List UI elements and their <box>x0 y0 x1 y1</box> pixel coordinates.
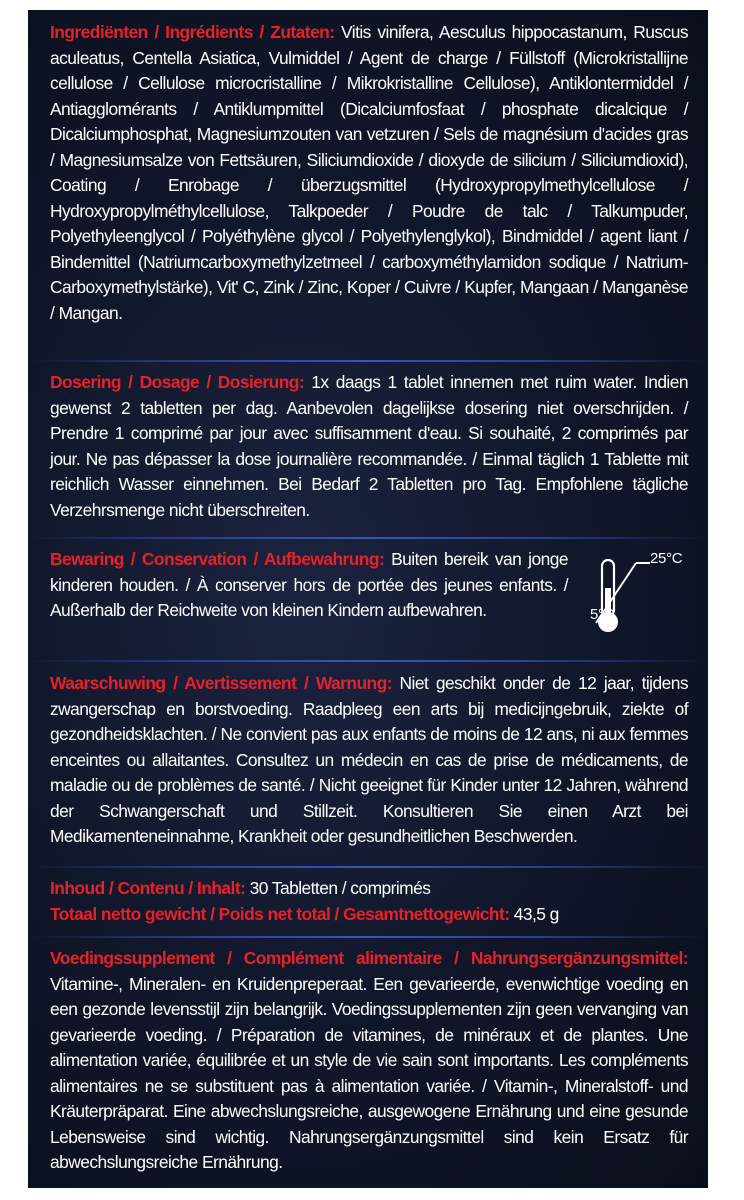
dosage-heading: Dosering / Dosage / Dosierung: <box>50 372 305 392</box>
content-section <box>50 876 688 927</box>
content-text: 30 Tabletten / comprimés <box>245 878 431 898</box>
supplement-section <box>50 946 688 1176</box>
ingredients-text: Vitis vinifera, Aesculus hippocastanum, Ruscus aculeatus, Centella Asiatica, Vulmiddel / Agent de charge / Füllstoff (Microkristallijne cellulose / Cellulose microcristalline / Mikrokristalline Cellulose), Antiklontermiddel / Antiagglomérants / Antiklumpmittel (Dicalciumfosfaat / phosphate dicalcique / Dicalciumphosphat, Magnesiumzouten van vetzuren / Sels de magnésium d'acides gras / Magnesiumsalze von Fettsäuren, Siliciumdioxide / dioxyde de silicium / Siliciumdioxid), Coating / Enrobage / überzugsmittel (Hydroxypropylmethylcellulose / Hydroxypropylméthylcellulose, Talkpoeder / Poudre de talc / Talkumpuder, Polyethyleenglycol / Polyéthylène glycol / Polyethylenglykol), Bindmiddel / agent liant / Bindemittel (Natriumcarboxymethylzetmeel / carboxyméthylamidon sodique / Natrium-Carboxymethylstärke), Vit' C, Zink / Zinc, Koper / Cuivre / Kupfer, Mangaan / Manganèse / Mangan. <box>50 22 688 323</box>
supplement-heading: Voedingssupplement / Complément alimentaire / Nahrungsergänzungsmittel: <box>50 948 688 968</box>
dosage-section <box>50 370 688 523</box>
section-divider <box>28 660 708 662</box>
content-line <box>50 876 688 902</box>
warning-text: Niet geschikt onder de 12 jaar, tijdens zwangerschap en borstvoeding. Raadpleeg een arts bij medicijngebruik, ziekte of gezondheidsklachten. / Ne convient pas aux enfants de moins de 12 ans, ni aux femmes enceintes ou allaitantes. Consultez un médecin en cas de prise de médicaments, de maladie ou de problèmes de santé. / Nicht geeignet für Kinder unter 12 Jahren, während der Schwangerschaft und Stillzeit. Konsultieren Sie einen Arzt bei Medikamenteneinnahme, Krankheit oder gesundheitlichen Beschwerden. <box>50 673 688 846</box>
temperature-max-label: 25°C <box>650 550 683 567</box>
section-divider <box>28 537 708 539</box>
warning-heading: Waarschuwing / Avertissement / Warnung: <box>50 673 392 693</box>
section-divider <box>28 936 708 938</box>
ingredients-heading: Ingrediënten / Ingrédients / Zutaten: <box>50 22 335 42</box>
net-weight-heading: Totaal netto gewicht / Poids net total / Gesamtnettogewicht: <box>50 903 510 924</box>
net-weight-text: 43,5 g <box>509 903 559 924</box>
supplement-text: Vitamine-, Mineralen- en Kruidenpreperaat. Een gevarieerde, evenwichtige voeding en een gezonde levensstijl zijn belangrijk. Voedingssupplementen zijn geen vervanging van gevarieerde voeding. / Préparation de vitamines, de minéraux et de plantes. Une alimentation variée, équilibrée et un style de vie sain sont importants. Les compléments alimentaires ne se substituent pas à alimentation variée. / Vitamin-, Mineralstoff- und Kräuterpräparat. Eine abwechslungsreiche, ausgewogene Ernährung und eine gesunde Lebensweise sind wichtig. Nahrungsergänzungsmittel sind kein Ersatz für abwechslungsreiche Ernährung. <box>50 973 688 1172</box>
dosage-text: 1x daags 1 tablet innemen met ruim water. Indien gewenst 2 tabletten per dag. Aanbevolen dagelijkse dosering niet overschrijden. / Prendre 1 comprimé par jour avec suffisamment d'eau. Si souhaité, 2 comprimés par jour. Ne pas dépasser la dose journalière recommandée. / Einmal täglich 1 Tablette mit reichlich Wasser einnehmen. Bei Bedarf 2 Tabletten pro Tag. Empfohlene tägliche Verzehrsmenge nicht überschreiten. <box>50 372 688 520</box>
ingredients-section <box>50 20 688 326</box>
section-divider <box>28 866 708 868</box>
product-label <box>28 10 708 1188</box>
thermometer-icon <box>590 540 700 640</box>
temperature-min-label: 5°C <box>590 606 615 623</box>
section-divider <box>28 360 708 362</box>
warning-section <box>50 671 688 850</box>
content-heading: Inhoud / Contenu / Inhalt: <box>50 878 246 898</box>
storage-text: Buiten bereik van jonge kinderen houden. / À conserver hors de portée des jeunes enfants. / Außerhalb der Reichweite von kleinen Kindern aufbewahren. <box>50 549 568 620</box>
net-weight-line <box>50 902 688 928</box>
storage-section <box>50 547 568 624</box>
storage-heading: Bewaring / Conservation / Aufbewahrung: <box>50 549 385 569</box>
